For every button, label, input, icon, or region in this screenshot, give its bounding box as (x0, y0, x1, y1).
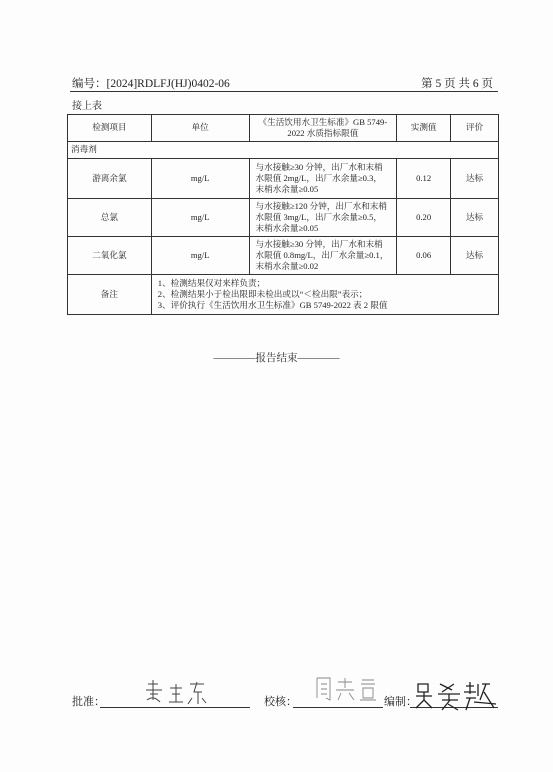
note-line: 2、检测结果小于检出限即未检出或以“＜检出限”表示； (157, 288, 368, 299)
table-row (68, 159, 499, 199)
review-line (293, 707, 383, 708)
report-end: ————报告结束———— (213, 353, 340, 364)
notes-cell (151, 275, 498, 315)
limit-line: 与水接触≥30 分钟，出厂水和末梢 (255, 238, 383, 249)
review-label: 校核： (264, 696, 297, 708)
note-line: 3、评价执行《生活饮用水卫生标准》GB 5749-2022 表 2 限值 (157, 300, 388, 311)
item-cell: 总氯 (68, 199, 152, 237)
measured-cell: 0.06 (397, 237, 451, 275)
evaluation-cell: 达标 (451, 237, 499, 275)
limit-line: 与水接触≥120 分钟，出厂水和末梢 (255, 200, 387, 211)
unit-cell: mg/L (151, 199, 249, 237)
approve-label: 批准： (72, 696, 105, 708)
limit-line: 末梢水余量≥0.05 (255, 223, 319, 234)
limit-cell (249, 159, 397, 199)
limit-line: 与水接触≥30 分钟，出厂水和末梢 (255, 161, 383, 172)
notes-label: 备注 (68, 275, 152, 315)
item-cell: 二氧化氯 (68, 237, 152, 275)
header-rule (70, 91, 498, 92)
page-info: 第 5 页 共 6 页 (421, 78, 493, 90)
item-cell: 游离余氯 (68, 159, 152, 199)
header-evaluation: 评价 (451, 115, 499, 142)
unit-cell: mg/L (151, 237, 249, 275)
continued-label: 接上表 (72, 101, 102, 112)
table-row (68, 199, 499, 237)
compile-signature (414, 680, 499, 714)
results-table (67, 114, 499, 315)
unit-cell: mg/L (151, 159, 249, 199)
report-number: 编号：[2024]RDLFJ(HJ)0402-06 (72, 78, 230, 90)
limit-line: 水限值 3mg/L，出厂水余量≥0.5， (255, 211, 382, 222)
measured-cell: 0.12 (397, 159, 451, 199)
section-label: 消毒剂 (68, 142, 499, 159)
approve-signature (142, 676, 212, 708)
table-row (68, 237, 499, 275)
limit-line: 末梢水余量≥0.05 (255, 184, 319, 195)
header-measured: 实测值 (397, 115, 451, 142)
limit-line: 水限值 2mg/L，出厂水余量≥0.3， (255, 172, 382, 183)
notes-row (68, 275, 499, 315)
compile-label: 编制： (384, 696, 417, 708)
limit-line: 末梢水余量≥0.02 (255, 261, 319, 272)
table-header-row (68, 115, 499, 142)
header-limit: 《生活饮用水卫生标准》GB 5749-2022 水质指标限值 (249, 115, 397, 142)
review-signature (314, 674, 384, 702)
limit-cell (249, 237, 397, 275)
note-line: 1、检测结果仅对来样负责； (157, 277, 266, 288)
header-item: 检测项目 (68, 115, 152, 142)
measured-cell: 0.20 (397, 199, 451, 237)
limit-line: 水限值 0.8mg/L，出厂水余量≥0.1， (255, 249, 389, 260)
header-unit: 单位 (151, 115, 249, 142)
limit-cell (249, 199, 397, 237)
evaluation-cell: 达标 (451, 199, 499, 237)
evaluation-cell: 达标 (451, 159, 499, 199)
section-row (68, 142, 499, 159)
